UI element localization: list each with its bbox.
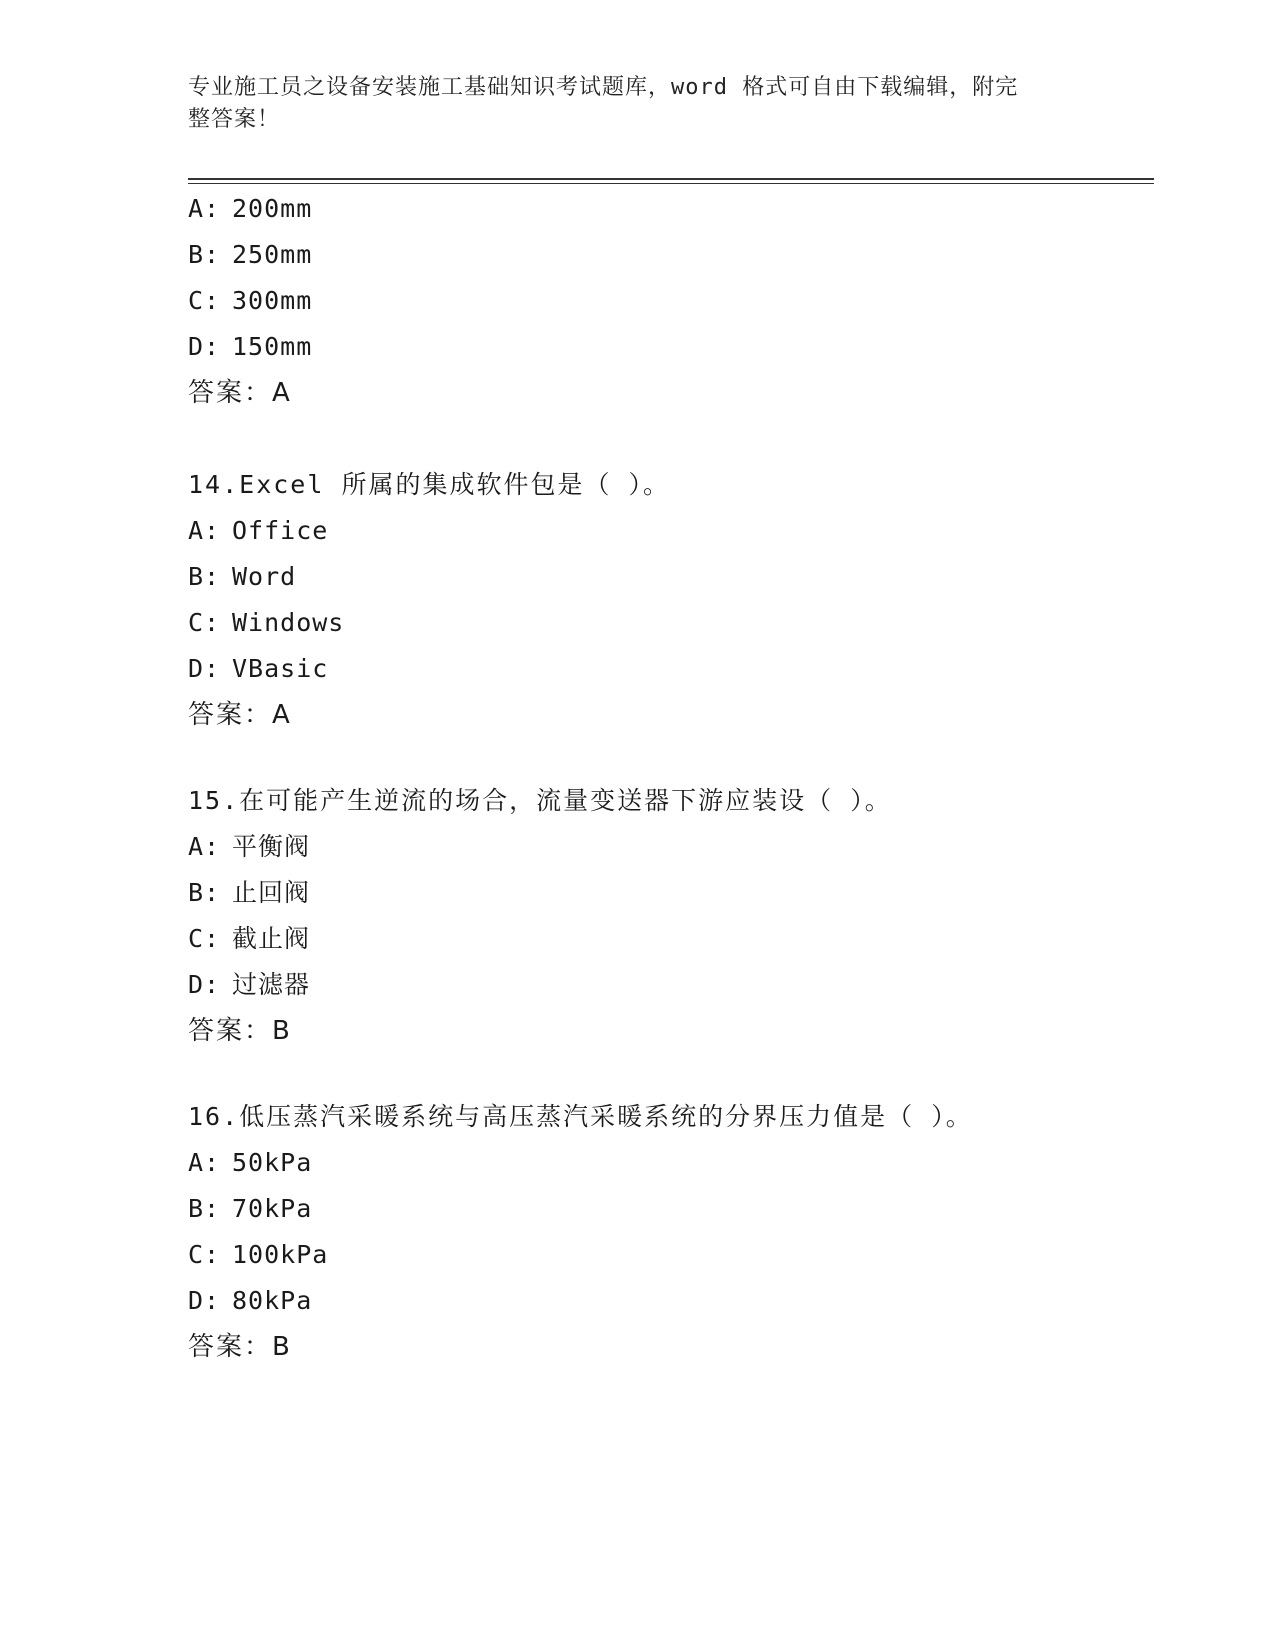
option-text: Office [232, 516, 329, 545]
option-text: 250mm [232, 240, 313, 269]
option-text: 150mm [232, 332, 313, 361]
option-a [188, 508, 1154, 554]
header-rule-bottom [188, 183, 1154, 184]
option-text: 平衡阀 [232, 832, 311, 861]
option-text: VBasic [232, 654, 329, 683]
option-d [188, 646, 1154, 692]
option-letter: C: [188, 1240, 221, 1269]
option-letter: C: [188, 286, 221, 315]
option-letter: A: [188, 1148, 221, 1177]
option-text: 80kPa [232, 1286, 313, 1315]
answer-line: 答案：A [188, 700, 292, 730]
option-c [188, 916, 1154, 962]
header-line-1: 专业施工员之设备安装施工基础知识考试题库，word 格式可自由下载编辑，附完 [188, 75, 1019, 100]
option-letter: B: [188, 562, 221, 591]
option-d [188, 1278, 1154, 1324]
option-letter: A: [188, 832, 221, 861]
answer-line: 答案：B [188, 1332, 292, 1362]
question-text: 14.Excel 所属的集成软件包是（ ）。 [188, 470, 671, 499]
option-text: 100kPa [232, 1240, 329, 1269]
question-13-block [188, 186, 1154, 416]
option-b [188, 870, 1154, 916]
option-text: 300mm [232, 286, 313, 315]
question-14-block [188, 462, 1154, 738]
option-text: Windows [232, 608, 345, 637]
option-letter: C: [188, 924, 221, 953]
option-letter: B: [188, 240, 221, 269]
option-text: 过滤器 [232, 970, 311, 999]
option-c [188, 600, 1154, 646]
header-rule-top [188, 178, 1154, 180]
option-text: 截止阀 [232, 924, 311, 953]
option-d [188, 962, 1154, 1008]
option-text: Word [232, 562, 297, 591]
option-text: 200mm [232, 194, 313, 223]
question-text: 15.在可能产生逆流的场合，流量变送器下游应装设（ ）。 [188, 786, 892, 815]
option-d [188, 324, 1154, 370]
option-a [188, 1140, 1154, 1186]
option-letter: C: [188, 608, 221, 637]
document-header [188, 72, 1068, 136]
option-letter: D: [188, 654, 221, 683]
question-15-block [188, 778, 1154, 1054]
answer-line: 答案：A [188, 378, 292, 408]
option-b [188, 554, 1154, 600]
option-letter: A: [188, 516, 221, 545]
option-letter: B: [188, 878, 221, 907]
option-text: 50kPa [232, 1148, 313, 1177]
option-letter: B: [188, 1194, 221, 1223]
option-letter: D: [188, 1286, 221, 1315]
option-text: 止回阀 [232, 878, 311, 907]
option-text: 70kPa [232, 1194, 313, 1223]
option-letter: D: [188, 332, 221, 361]
question-16-block [188, 1094, 1154, 1370]
question-text: 16.低压蒸汽采暖系统与高压蒸汽采暖系统的分界压力值是（ ）。 [188, 1102, 973, 1131]
option-c [188, 1232, 1154, 1278]
option-b [188, 1186, 1154, 1232]
answer-line: 答案：B [188, 1016, 292, 1046]
option-letter: A: [188, 194, 221, 223]
option-a [188, 186, 1154, 232]
option-a [188, 824, 1154, 870]
option-letter: D: [188, 970, 221, 999]
header-line-2: 整答案！ [188, 107, 281, 132]
option-c [188, 278, 1154, 324]
option-b [188, 232, 1154, 278]
